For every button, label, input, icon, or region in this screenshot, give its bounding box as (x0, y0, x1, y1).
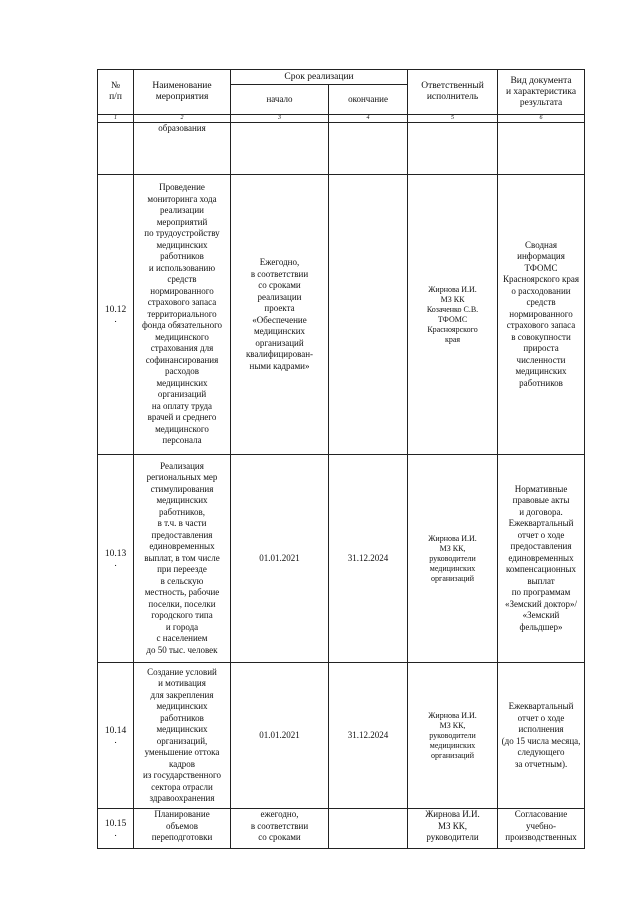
table-row (98, 123, 585, 175)
row-end (329, 123, 408, 175)
column-index-row (98, 115, 585, 123)
row-start: 01.01.2021 (231, 663, 329, 809)
row-name: образования (134, 123, 231, 175)
row-responsible (408, 123, 498, 175)
column-index: 6 (498, 115, 585, 123)
column-index: 1 (98, 115, 134, 123)
header-number: № п/п (98, 70, 134, 115)
column-index: 2 (134, 115, 231, 123)
table-row (98, 809, 585, 849)
table-row (98, 663, 585, 809)
row-start: 01.01.2021 (231, 455, 329, 663)
row-number: 10.13 . (98, 455, 134, 663)
column-index: 4 (329, 115, 408, 123)
header-end: окончание (329, 85, 408, 115)
row-start (231, 123, 329, 175)
row-name: Планирование объемов переподготовки (134, 809, 231, 849)
row-name: Создание условий и мотивация для закрепления медицинских работников медицинских организаций, уменьшение оттока кадров из государственного сектора отрасли здравоохранения (134, 663, 231, 809)
row-result: Согласование учебно- производственных (498, 809, 585, 849)
row-end: 31.12.2024 (329, 455, 408, 663)
row-number: 10.14 . (98, 663, 134, 809)
column-index: 3 (231, 115, 329, 123)
header-result: Вид документа и характеристика результата (498, 70, 585, 115)
header-start: начало (231, 85, 329, 115)
activities-table (97, 69, 585, 849)
row-end (329, 809, 408, 849)
row-number (98, 123, 134, 175)
row-responsible: Жирнова И.И. МЗ КК, руководители медицинских организаций (408, 663, 498, 809)
row-end (329, 175, 408, 455)
row-responsible: Жирнова И.И. МЗ КК Козаченко С.В. ТФОМС Красноярского края (408, 175, 498, 455)
row-result: Сводная информация ТФОМС Красноярского края о расходовании средств нормированного страхового запаса в совокупности прироста численности медицинских работников (498, 175, 585, 455)
row-result: Ежеквартальный отчет о ходе исполнения (до 15 числа месяца, следующего за отчетным). (498, 663, 585, 809)
row-name: Проведение мониторинга хода реализации мероприятий по трудоустройству медицинских работников и использованию средств нормированного страхового запаса территориального фонда обязательного медицинского страхования для софинансирования расходов медицинских организаций на оплату труда врачей и среднего медицинского персонала (134, 175, 231, 455)
row-name: Реализация региональных мер стимулирования медицинских работников, в т.ч. в части предоставления единовременных выплат, в том числе при переезде в сельскую местность, рабочие поселки, поселки городского типа и города с населением до 50 тыс. человек (134, 455, 231, 663)
row-responsible: Жирнова И.И. МЗ КК, руководители медицинских организаций (408, 455, 498, 663)
row-responsible: Жирнова И.И. МЗ КК, руководители (408, 809, 498, 849)
table-row (98, 175, 585, 455)
table-header-row (98, 70, 585, 85)
header-name: Наименование мероприятия (134, 70, 231, 115)
column-index: 5 (408, 115, 498, 123)
header-period: Срок реализации (231, 70, 408, 85)
row-number: 10.12 . (98, 175, 134, 455)
table-row (98, 455, 585, 663)
row-end: 31.12.2024 (329, 663, 408, 809)
row-result: Нормативные правовые акты и договора. Ежеквартальный отчет о ходе предоставления единовременных компенсационных выплат по программам «Земский доктор»/ «Земский фельдшер» (498, 455, 585, 663)
row-start: ежегодно, в соответствии со сроками (231, 809, 329, 849)
row-result (498, 123, 585, 175)
row-number: 10.15 . (98, 809, 134, 849)
header-responsible: Ответственный исполнитель (408, 70, 498, 115)
row-start: Ежегодно, в соответствии со сроками реализации проекта «Обеспечение медицинских организаций квалифицирован- ными кадрами» (231, 175, 329, 455)
